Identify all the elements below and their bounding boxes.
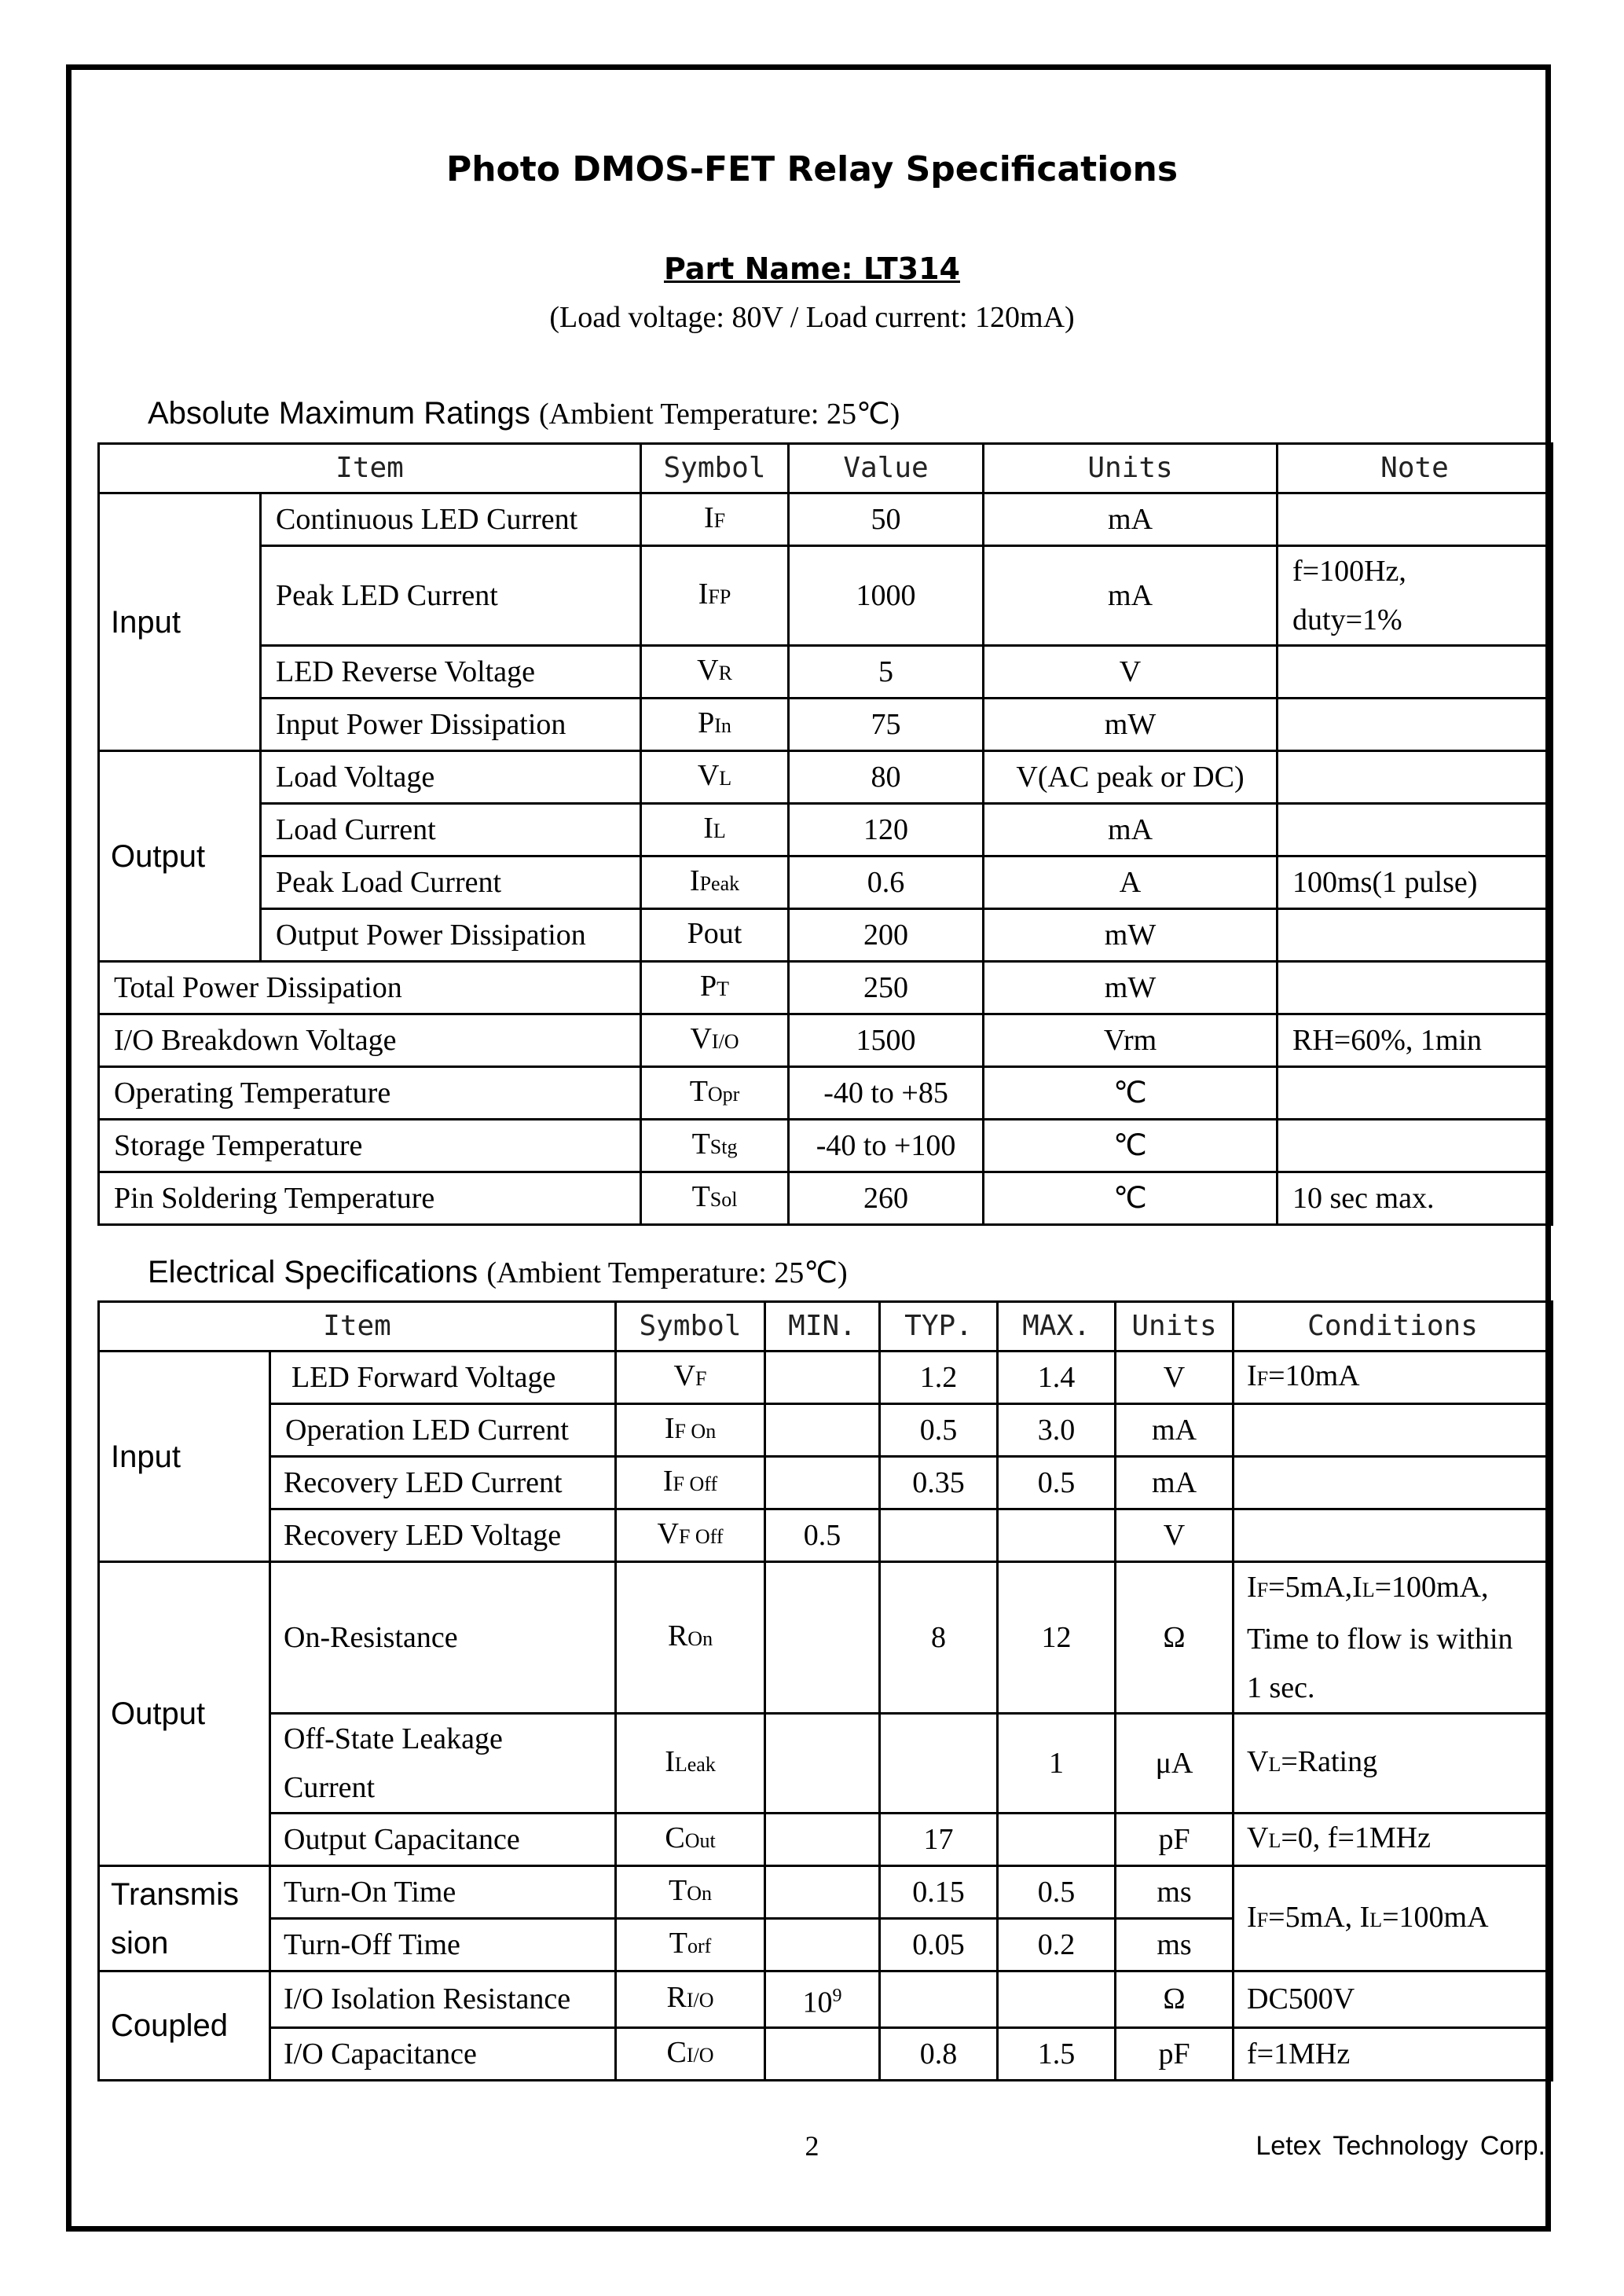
note-cell: RH=60%, 1min (1278, 1014, 1553, 1067)
item-cell: Peak Load Current (261, 856, 641, 909)
units-cell: pF (1116, 1814, 1234, 1866)
units-cell: ms (1116, 1866, 1234, 1919)
header-typ: TYP. (880, 1302, 998, 1352)
typ-cell (880, 1971, 998, 2028)
value-cell: -40 to +85 (789, 1067, 984, 1120)
item-cell: Output Power Dissipation (261, 909, 641, 962)
table-row (99, 751, 1553, 804)
typ-cell: 0.8 (880, 2027, 998, 2080)
min-cell (765, 2027, 880, 2080)
note-cell (1278, 751, 1553, 804)
table-row (99, 1971, 1553, 2028)
header-units: Units (984, 444, 1278, 493)
note-cell (1278, 699, 1553, 751)
symbol-cell: Pout (641, 909, 789, 962)
symbol-cell: COut (616, 1814, 765, 1866)
item-cell: Storage Temperature (99, 1120, 641, 1172)
abs-heading-paren: (Ambient Temperature: 25℃) (538, 398, 900, 431)
table-row (99, 909, 1553, 962)
header-value: Value (789, 444, 984, 493)
subtitle: (Load voltage: 80V / Load current: 120mA) (549, 301, 1075, 334)
min-cell (765, 1814, 880, 1866)
company-name: Letex Technology Corp. (1256, 2131, 1545, 2161)
item-cell: I/O Isolation Resistance (270, 1971, 616, 2028)
min-cell (765, 1714, 880, 1814)
table-header-row (99, 444, 1553, 493)
table-row (99, 699, 1553, 751)
item-cell: Recovery LED Voltage (270, 1509, 616, 1562)
note-cell (1278, 493, 1553, 546)
table-row (99, 1404, 1553, 1457)
note-cell: 100ms(1 pulse) (1278, 856, 1553, 909)
note-cell (1278, 804, 1553, 856)
value-cell: 250 (789, 962, 984, 1014)
symbol-cell: VR (641, 646, 789, 699)
item-cell: I/O Breakdown Voltage (99, 1014, 641, 1067)
max-cell (998, 1509, 1116, 1562)
symbol-cell: CI/O (616, 2027, 765, 2080)
max-cell: 0.5 (998, 1866, 1116, 1919)
min-cell (765, 1352, 880, 1404)
table-row (99, 493, 1553, 546)
symbol-cell: PIn (641, 699, 789, 751)
item-cell: I/O Capacitance (270, 2027, 616, 2080)
item-cell: Turn-Off Time (270, 1919, 616, 1971)
table-row (99, 1509, 1553, 1562)
condition-cell: IF=5mA,IL=100mA, Time to flow is within 1 sec. (1234, 1562, 1553, 1714)
units-cell: mA (984, 804, 1278, 856)
symbol-cell: ROn (616, 1562, 765, 1714)
item-cell: Turn-On Time (270, 1866, 616, 1919)
typ-cell: 0.5 (880, 1404, 998, 1457)
table-row (99, 1562, 1553, 1714)
max-cell: 1.5 (998, 2027, 1116, 2080)
value-cell: -40 to +100 (789, 1120, 984, 1172)
group-input: Input (99, 493, 261, 751)
note-cell (1278, 1067, 1553, 1120)
units-cell: V(AC peak or DC) (984, 751, 1278, 804)
typ-cell (880, 1714, 998, 1814)
condition-cell: IF=5mA, IL=100mA (1234, 1866, 1553, 1971)
symbol-cell: IPeak (641, 856, 789, 909)
abs-ratings-table (97, 442, 1553, 1226)
value-cell: 0.6 (789, 856, 984, 909)
units-cell: mA (984, 493, 1278, 546)
table-row (99, 1067, 1553, 1120)
units-cell: V (984, 646, 1278, 699)
item-cell: Output Capacitance (270, 1814, 616, 1866)
min-cell (765, 1404, 880, 1457)
abs-heading-text: Absolute Maximum Ratings (148, 396, 530, 431)
units-cell: pF (1116, 2027, 1234, 2080)
units-cell: mW (984, 962, 1278, 1014)
typ-cell: 0.05 (880, 1919, 998, 1971)
header-symbol: Symbol (641, 444, 789, 493)
value-cell: 200 (789, 909, 984, 962)
symbol-cell: VF Off (616, 1509, 765, 1562)
note-cell: 10 sec max. (1278, 1172, 1553, 1225)
table-row (99, 1457, 1553, 1509)
symbol-cell: TOn (616, 1866, 765, 1919)
units-cell: A (984, 856, 1278, 909)
value-cell: 75 (789, 699, 984, 751)
table-row (99, 1120, 1553, 1172)
units-cell: mA (1116, 1457, 1234, 1509)
elec-specs-table (97, 1300, 1553, 2081)
item-cell: Operating Temperature (99, 1067, 641, 1120)
condition-cell: VL=0, f=1MHz (1234, 1814, 1553, 1866)
table-row (99, 2027, 1553, 2080)
header-item: Item (99, 1302, 616, 1352)
table-row (99, 1714, 1553, 1814)
item-cell: Off-State Leakage Current (270, 1714, 616, 1814)
symbol-cell: ILeak (616, 1714, 765, 1814)
header-units: Units (1116, 1302, 1234, 1352)
symbol-cell: IFP (641, 546, 789, 646)
units-cell: mA (1116, 1404, 1234, 1457)
condition-cell: DC500V (1234, 1971, 1553, 2028)
units-cell: mW (984, 699, 1278, 751)
item-cell: On-Resistance (270, 1562, 616, 1714)
note-cell (1278, 1120, 1553, 1172)
elec-heading-paren: (Ambient Temperature: 25℃) (486, 1256, 848, 1289)
condition-cell: VL=Rating (1234, 1714, 1553, 1814)
typ-cell: 0.15 (880, 1866, 998, 1919)
symbol-cell: IF Off (616, 1457, 765, 1509)
max-cell: 1.4 (998, 1352, 1116, 1404)
units-cell: Ω (1116, 1971, 1234, 2028)
group-output: Output (99, 751, 261, 962)
min-cell (765, 1919, 880, 1971)
symbol-cell: Torf (616, 1919, 765, 1971)
condition-cell: IF=10mA (1234, 1352, 1553, 1404)
item-cell: Continuous LED Current (261, 493, 641, 546)
min-cell (765, 1562, 880, 1714)
symbol-cell: VI/O (641, 1014, 789, 1067)
note-cell (1278, 909, 1553, 962)
part-name: Part Name: LT314 (663, 251, 960, 286)
symbol-cell: TSol (641, 1172, 789, 1225)
item-cell: Total Power Dissipation (99, 962, 641, 1014)
value-cell: 50 (789, 493, 984, 546)
item-cell: Pin Soldering Temperature (99, 1172, 641, 1225)
symbol-cell: RI/O (616, 1971, 765, 2028)
table-row (99, 546, 1553, 646)
min-cell: $10^9$ (765, 1971, 880, 2028)
condition-cell (1234, 1509, 1553, 1562)
value-cell: 1500 (789, 1014, 984, 1067)
max-cell (998, 1971, 1116, 2028)
units-cell: Vrm (984, 1014, 1278, 1067)
condition-cell (1234, 1457, 1553, 1509)
group-transmission: Transmis sion (99, 1866, 270, 1971)
units-cell: V (1116, 1509, 1234, 1562)
note-cell (1278, 646, 1553, 699)
item-cell: LED Forward Voltage (270, 1352, 616, 1404)
value-cell: 5 (789, 646, 984, 699)
header-note: Note (1278, 444, 1553, 493)
typ-cell: 0.35 (880, 1457, 998, 1509)
max-cell: 3.0 (998, 1404, 1116, 1457)
symbol-cell: TOpr (641, 1067, 789, 1120)
table-row (99, 1172, 1553, 1225)
max-cell: 12 (998, 1562, 1116, 1714)
typ-cell: 17 (880, 1814, 998, 1866)
typ-cell: 1.2 (880, 1352, 998, 1404)
table-row (99, 1014, 1553, 1067)
value-cell: 1000 (789, 546, 984, 646)
table-row (99, 1814, 1553, 1866)
table-row (99, 1352, 1553, 1404)
min-cell (765, 1866, 880, 1919)
header-min: MIN. (765, 1302, 880, 1352)
units-cell: V (1116, 1352, 1234, 1404)
page-number: 2 (805, 2130, 819, 2162)
symbol-cell: IF On (616, 1404, 765, 1457)
units-cell: ℃ (984, 1067, 1278, 1120)
min-cell: 0.5 (765, 1509, 880, 1562)
value-cell: 260 (789, 1172, 984, 1225)
table-row (99, 646, 1553, 699)
max-cell: 1 (998, 1714, 1116, 1814)
item-cell: Load Voltage (261, 751, 641, 804)
units-cell: mA (984, 546, 1278, 646)
units-cell: mW (984, 909, 1278, 962)
item-cell: Load Current (261, 804, 641, 856)
symbol-cell: VL (641, 751, 789, 804)
condition-cell: f=1MHz (1234, 2027, 1553, 2080)
group-coupled: Coupled (99, 1971, 270, 2081)
note-cell: f=100Hz, duty=1% (1278, 546, 1553, 646)
abs-ratings-heading (148, 396, 900, 431)
header-max: MAX. (998, 1302, 1116, 1352)
group-input: Input (99, 1352, 270, 1562)
document-title: Photo DMOS-FET Relay Specifications (445, 149, 1179, 189)
item-cell: Operation LED Current (270, 1404, 616, 1457)
symbol-cell: VF (616, 1352, 765, 1404)
typ-cell (880, 1509, 998, 1562)
item-cell: Recovery LED Current (270, 1457, 616, 1509)
group-output: Output (99, 1562, 270, 1866)
table-row (99, 1866, 1553, 1919)
header-conditions: Conditions (1234, 1302, 1553, 1352)
units-cell: μA (1116, 1714, 1234, 1814)
max-cell: 0.2 (998, 1919, 1116, 1971)
max-cell (998, 1814, 1116, 1866)
units-cell: ms (1116, 1919, 1234, 1971)
max-cell: 0.5 (998, 1457, 1116, 1509)
min-cell (765, 1457, 880, 1509)
table-row (99, 804, 1553, 856)
symbol-cell: IF (641, 493, 789, 546)
item-cell: Peak LED Current (261, 546, 641, 646)
units-cell: ℃ (984, 1172, 1278, 1225)
symbol-cell: PT (641, 962, 789, 1014)
table-row (99, 962, 1553, 1014)
value-cell: 120 (789, 804, 984, 856)
table-header-row (99, 1302, 1553, 1352)
header-symbol: Symbol (616, 1302, 765, 1352)
item-cell: Input Power Dissipation (261, 699, 641, 751)
typ-cell: 8 (880, 1562, 998, 1714)
elec-heading-text: Electrical Specifications (148, 1255, 478, 1289)
units-cell: ℃ (984, 1120, 1278, 1172)
table-row (99, 856, 1553, 909)
symbol-cell: TStg (641, 1120, 789, 1172)
note-cell (1278, 962, 1553, 1014)
header-item: Item (99, 444, 641, 493)
units-cell: Ω (1116, 1562, 1234, 1714)
item-cell: LED Reverse Voltage (261, 646, 641, 699)
elec-specs-heading (148, 1255, 848, 1290)
symbol-cell: IL (641, 804, 789, 856)
value-cell: 80 (789, 751, 984, 804)
condition-cell (1234, 1404, 1553, 1457)
